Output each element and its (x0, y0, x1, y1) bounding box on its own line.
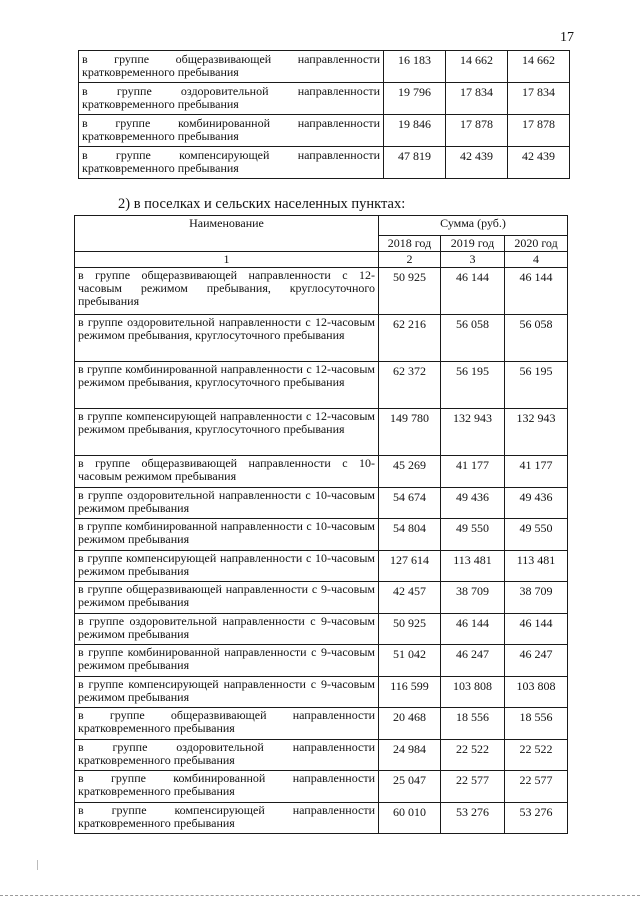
value-2019: 49 550 (441, 519, 505, 551)
value-2019: 56 058 (441, 315, 505, 362)
col-number-1: 1 (75, 252, 379, 268)
table-row (75, 645, 568, 677)
value-2018: 25 047 (379, 771, 441, 803)
table-row (75, 519, 568, 551)
value-2020: 49 550 (505, 519, 568, 551)
table-row (79, 147, 570, 179)
value-2020: 22 577 (505, 771, 568, 803)
value-2020: 46 247 (505, 645, 568, 677)
value-2020: 17 878 (508, 115, 570, 147)
table-row (75, 676, 568, 708)
table-row (75, 739, 568, 771)
value-2020: 103 808 (505, 676, 568, 708)
value-2019: 132 943 (441, 409, 505, 456)
value-2018: 19 846 (384, 115, 446, 147)
value-2018: 51 042 (379, 645, 441, 677)
value-2019: 14 662 (446, 51, 508, 83)
value-2019: 46 144 (441, 613, 505, 645)
value-2018: 45 269 (379, 456, 441, 488)
value-2018: 149 780 (379, 409, 441, 456)
table-row (75, 550, 568, 582)
value-2019: 56 195 (441, 362, 505, 409)
col-number-3: 3 (441, 252, 505, 268)
header-name: Наименование (75, 216, 379, 252)
table-row (75, 362, 568, 409)
value-2020: 53 276 (505, 802, 568, 834)
row-label: в группе оздоровительной направленности кратковременного пребывания (75, 739, 379, 771)
table-row (75, 315, 568, 362)
value-2018: 60 010 (379, 802, 441, 834)
row-label: в группе комбинированной направленности кратковременного пребывания (75, 771, 379, 803)
row-label: в группе комбинированной направленности с 12-часовым режимом пребывания, круглосуточного пребывания (75, 362, 379, 409)
value-2019: 49 436 (441, 487, 505, 519)
table-row (75, 582, 568, 614)
scan-edge-line (0, 895, 640, 896)
value-2019: 46 247 (441, 645, 505, 677)
value-2019: 113 481 (441, 550, 505, 582)
value-2020: 14 662 (508, 51, 570, 83)
top-table (78, 50, 570, 179)
value-2020: 56 195 (505, 362, 568, 409)
value-2020: 17 834 (508, 83, 570, 115)
row-label: в группе компенсирующей направленности кратковременного пребывания (79, 147, 384, 179)
value-2018: 47 819 (384, 147, 446, 179)
col-number-4: 4 (505, 252, 568, 268)
header-year-2019: 2019 год (441, 236, 505, 252)
table-row (75, 708, 568, 740)
table-row (75, 613, 568, 645)
row-label: в группе комбинированной направленности с 10-часовым режимом пребывания (75, 519, 379, 551)
main-table (74, 215, 568, 834)
header-sum: Сумма (руб.) (379, 216, 568, 236)
table-row (75, 409, 568, 456)
value-2018: 116 599 (379, 676, 441, 708)
row-label: в группе оздоровительной направленности кратковременного пребывания (79, 83, 384, 115)
value-2020: 56 058 (505, 315, 568, 362)
value-2020: 18 556 (505, 708, 568, 740)
row-label: в группе общеразвивающей направленности с 10-часовым режимом пребывания (75, 456, 379, 488)
value-2019: 46 144 (441, 268, 505, 315)
value-2019: 42 439 (446, 147, 508, 179)
value-2018: 24 984 (379, 739, 441, 771)
value-2020: 41 177 (505, 456, 568, 488)
page-number: 17 (560, 30, 574, 45)
table-row (79, 83, 570, 115)
value-2020: 42 439 (508, 147, 570, 179)
value-2020: 46 144 (505, 268, 568, 315)
row-label: в группе компенсирующей направленности с 12-часовым режимом пребывания, круглосуточного пребывания (75, 409, 379, 456)
value-2020: 132 943 (505, 409, 568, 456)
col-number-2: 2 (379, 252, 441, 268)
value-2018: 50 925 (379, 268, 441, 315)
value-2019: 38 709 (441, 582, 505, 614)
value-2018: 50 925 (379, 613, 441, 645)
value-2019: 41 177 (441, 456, 505, 488)
value-2019: 18 556 (441, 708, 505, 740)
value-2019: 53 276 (441, 802, 505, 834)
value-2018: 127 614 (379, 550, 441, 582)
value-2018: 54 804 (379, 519, 441, 551)
table-row (79, 115, 570, 147)
table-row (75, 771, 568, 803)
value-2019: 103 808 (441, 676, 505, 708)
row-label: в группе компенсирующей направленности кратковременного пребывания (75, 802, 379, 834)
table-row (75, 456, 568, 488)
section-title: 2) в поселках и сельских населенных пунктах: (118, 196, 406, 212)
value-2018: 19 796 (384, 83, 446, 115)
value-2020: 113 481 (505, 550, 568, 582)
row-label: в группе компенсирующей направленности с 10-часовым режимом пребывания (75, 550, 379, 582)
row-label: в группе общеразвивающей направленности с 12-часовым режимом пребывания, круглосуточного пребывания (75, 268, 379, 315)
row-label: в группе комбинированной направленности с 9-часовым режимом пребывания (75, 645, 379, 677)
value-2020: 46 144 (505, 613, 568, 645)
row-label: в группе комбинированной направленности кратковременного пребывания (79, 115, 384, 147)
row-label: в группе общеразвивающей направленности кратковременного пребывания (79, 51, 384, 83)
header-year-2018: 2018 год (379, 236, 441, 252)
value-2018: 62 372 (379, 362, 441, 409)
value-2018: 42 457 (379, 582, 441, 614)
value-2019: 17 834 (446, 83, 508, 115)
table-row (79, 51, 570, 83)
value-2018: 62 216 (379, 315, 441, 362)
value-2019: 22 577 (441, 771, 505, 803)
table-row (75, 802, 568, 834)
value-2018: 54 674 (379, 487, 441, 519)
value-2020: 49 436 (505, 487, 568, 519)
row-label: в группе оздоровительной направленности с 9-часовым режимом пребывания (75, 613, 379, 645)
margin-mark (37, 860, 38, 870)
value-2019: 17 878 (446, 115, 508, 147)
row-label: в группе оздоровительной направленности с 12-часовым режимом пребывания, круглосуточного пребывания (75, 315, 379, 362)
table-row (75, 268, 568, 315)
value-2018: 16 183 (384, 51, 446, 83)
row-label: в группе общеразвивающей направленности кратковременного пребывания (75, 708, 379, 740)
header-year-2020: 2020 год (505, 236, 568, 252)
value-2018: 20 468 (379, 708, 441, 740)
row-label: в группе оздоровительной направленности с 10-часовым режимом пребывания (75, 487, 379, 519)
row-label: в группе общеразвивающей направленности с 9-часовым режимом пребывания (75, 582, 379, 614)
value-2020: 22 522 (505, 739, 568, 771)
table-row (75, 487, 568, 519)
row-label: в группе компенсирующей направленности с 9-часовым режимом пребывания (75, 676, 379, 708)
value-2019: 22 522 (441, 739, 505, 771)
value-2020: 38 709 (505, 582, 568, 614)
